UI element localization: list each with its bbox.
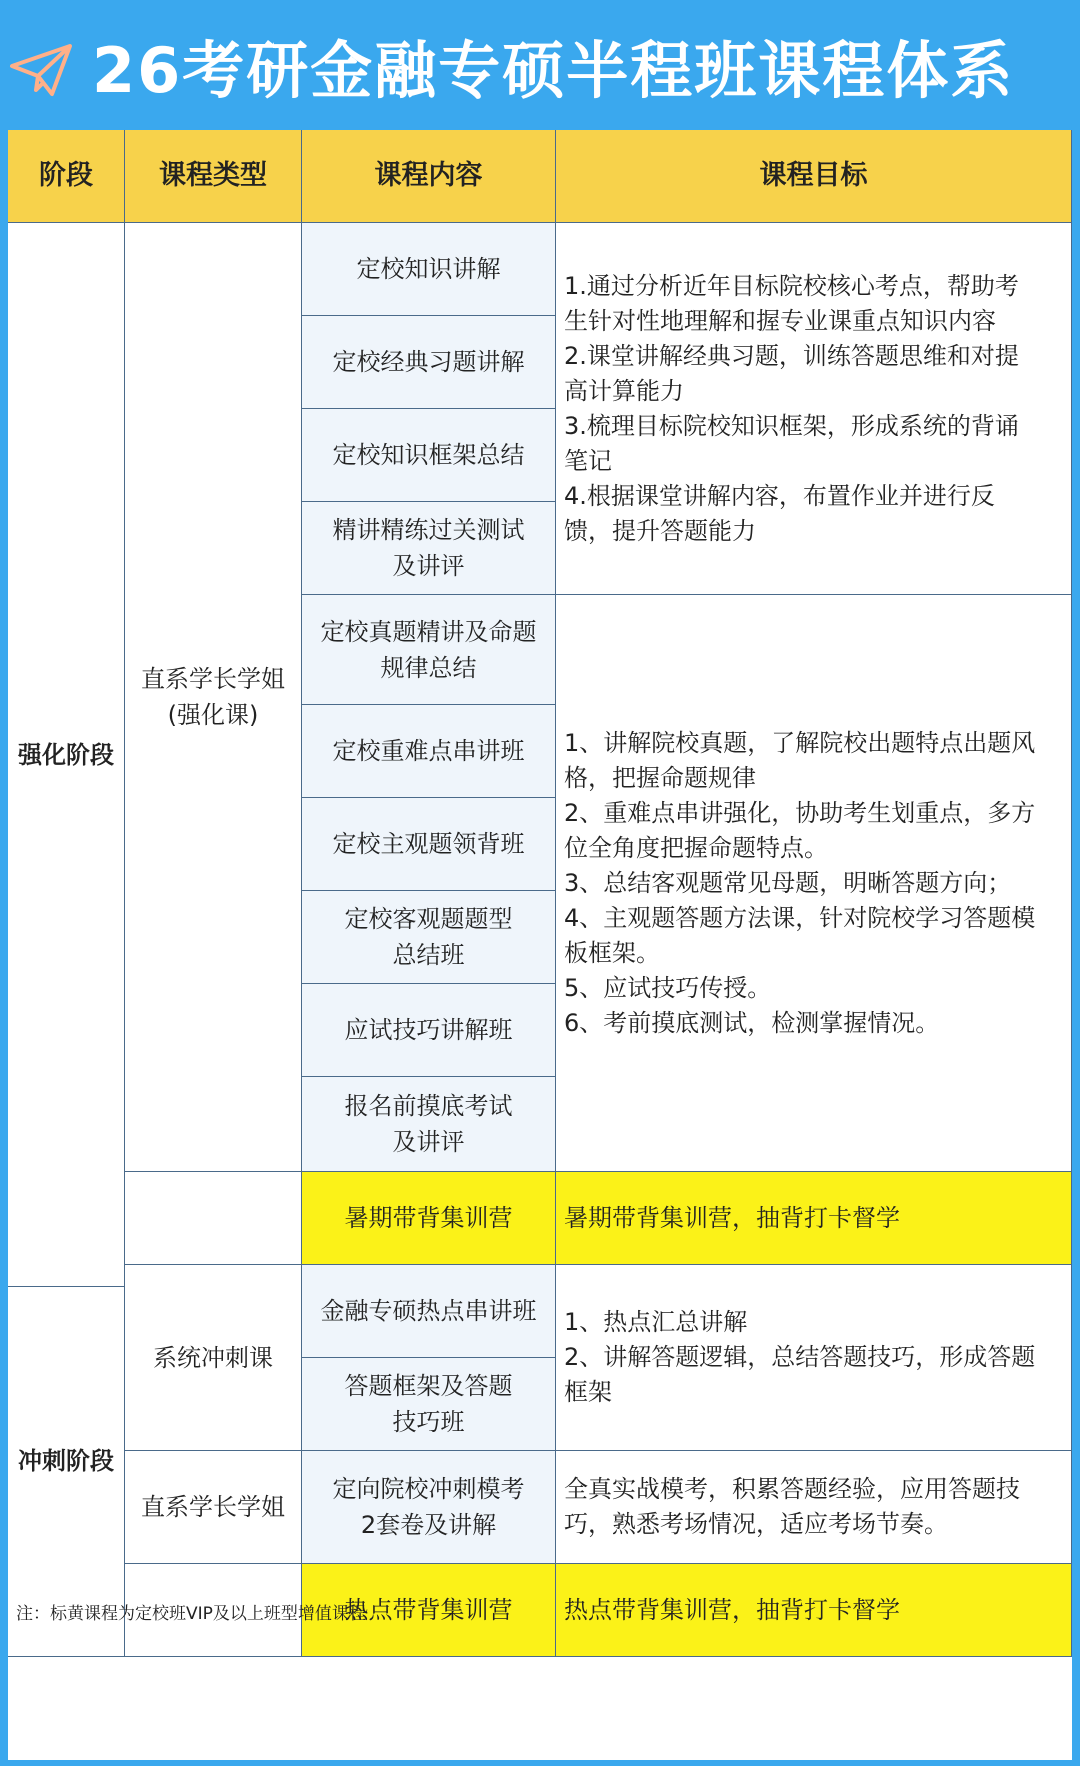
- highlight-content-summer-text: 暑期带背集训营: [344, 1204, 513, 1232]
- course-content-item-text: 定校经典习题讲解: [332, 348, 525, 376]
- course-content-item: [302, 1358, 556, 1451]
- course-goal-block-b-line: 格，把握命题规律: [564, 763, 756, 792]
- course-content-item: [302, 1451, 556, 1564]
- course-goal-block-b-line: 3、总结客观题常见母题，明晰答题方向；: [564, 868, 1012, 897]
- course-goal-block-b-line: 2、重难点串讲强化，协助考生划重点，多方: [564, 798, 1036, 827]
- header-course-content-text: 课程内容: [374, 160, 483, 191]
- course-goal-block-c: [556, 1265, 1072, 1451]
- course-content-item-text: 定向院校冲刺模考 2套卷及讲解: [332, 1475, 525, 1539]
- page-header: [0, 0, 1080, 130]
- course-type-empty-1: [125, 1172, 302, 1265]
- curriculum-table: [8, 130, 1072, 1760]
- course-content-item: [302, 705, 556, 798]
- highlight-content-hotspot-text: 热点带背集训营: [344, 1596, 513, 1624]
- course-type-sprint: [125, 1265, 302, 1451]
- course-goal-block-b-line: 4、主观题答题方法课，针对院校学习答题模: [564, 903, 1036, 932]
- stage-strengthen: [8, 223, 125, 1287]
- page-title: 26考研金融专硕半程班课程体系: [92, 34, 1015, 107]
- highlight-content-summer: [302, 1172, 556, 1265]
- course-content-item-text: 精讲精练过关测试 及讲评: [332, 516, 525, 580]
- course-goal-block-a-line: 笔记: [564, 446, 612, 475]
- header-course-type: [125, 130, 302, 223]
- highlight-goal-hotspot-text: 热点带背集训营，抽背打卡督学: [564, 1595, 900, 1624]
- course-goal-block-b-line: 5、应试技巧传授。: [564, 973, 772, 1002]
- course-content-item-text: 定校主观题领背班: [332, 830, 525, 858]
- course-content-item-text: 定校真题精讲及命题 规律总结: [320, 617, 537, 682]
- header-course-type-text: 课程类型: [159, 160, 267, 191]
- course-content-item: [302, 502, 556, 595]
- watermark: [8, 1724, 142, 1764]
- footnote: 注：标黄课程为定校班VIP及以上班型增值课程: [16, 1604, 366, 1624]
- header-stage: [8, 130, 125, 223]
- course-content-item: [302, 595, 556, 705]
- stage-sprint-text: 冲刺阶段: [18, 1446, 114, 1475]
- course-goal-block-b: [556, 595, 1072, 1172]
- course-goal-block-b-line: 1、讲解院校真题，了解院校出题特点出题风: [564, 728, 1036, 757]
- course-content-item: [302, 891, 556, 984]
- course-content-item: [302, 984, 556, 1077]
- course-content-item-text: 答题框架及答题 技巧班: [344, 1372, 513, 1436]
- course-content-item-text: 定校重难点串讲班: [332, 737, 525, 765]
- course-goal-block-d-line: 全真实战模考，积累答题经验，应用答题技: [564, 1475, 1020, 1503]
- stage-strengthen-text: 强化阶段: [18, 740, 114, 769]
- course-type-sprint-text: 系统冲刺课: [153, 1343, 273, 1372]
- course-content-item-text: 定校知识框架总结: [332, 441, 525, 469]
- course-content-item-text: 金融专硕热点串讲班: [320, 1297, 537, 1325]
- course-content-item: [302, 409, 556, 502]
- course-content-item-text: 报名前摸底考试 及讲评: [344, 1092, 513, 1156]
- course-goal-block-b-line: 位全角度把握命题特点。: [564, 833, 828, 862]
- course-goal-block-c-line: 框架: [564, 1378, 612, 1406]
- course-type-strengthen: [125, 223, 302, 1172]
- course-goal-block-c-line: 1、热点汇总讲解: [564, 1308, 748, 1336]
- course-content-item-text: 定校知识讲解: [356, 255, 501, 283]
- course-content-item: [302, 1077, 556, 1172]
- course-type-alumni-text: 直系学长学姐: [141, 1493, 285, 1521]
- header-course-goal: [556, 130, 1072, 223]
- course-content-item: [302, 316, 556, 409]
- course-content-item: [302, 223, 556, 316]
- course-content-item: [302, 798, 556, 891]
- course-goal-block-a-line: 高计算能力: [564, 376, 684, 405]
- course-goal-block-a-line: 1.通过分析近年目标院校核心考点，帮助考: [564, 271, 1019, 300]
- course-content-item: [302, 1265, 556, 1358]
- course-content-item-text: 定校客观题题型 总结班: [344, 905, 513, 969]
- header-course-content: [302, 130, 556, 223]
- course-goal-block-a-line: 生针对性地理解和握专业课重点知识内容: [564, 306, 996, 335]
- course-goal-block-a-line: 3.梳理目标院校知识框架，形成系统的背诵: [564, 411, 1019, 440]
- header-course-goal-text: 课程目标: [759, 160, 868, 191]
- course-type-alumni: [125, 1451, 302, 1564]
- course-goal-block-a-line: 馈，提升答题能力: [564, 516, 756, 545]
- course-goal-block-c-line: 2、讲解答题逻辑，总结答题技巧，形成答题: [564, 1343, 1036, 1371]
- highlight-goal-summer-text: 暑期带背集训营，抽背打卡督学: [564, 1203, 900, 1232]
- course-goal-block-d: [556, 1451, 1072, 1564]
- course-goal-block-a: [556, 223, 1072, 595]
- highlight-goal-summer: [556, 1172, 1072, 1265]
- paper-plane-icon: [8, 42, 74, 98]
- course-goal-block-b-line: 板框架。: [564, 938, 660, 967]
- course-goal-block-a-line: 2.课堂讲解经典习题，训练答题思维和对提: [564, 341, 1019, 370]
- watermark-logo-icon: [8, 1731, 48, 1757]
- course-goal-block-d-line: 巧，熟悉考场情况，适应考场节奏。: [564, 1510, 948, 1538]
- course-goal-block-b-line: 6、考前摸底测试，检测掌握情况。: [564, 1008, 940, 1037]
- course-goal-block-a-line: 4.根据课堂讲解内容，布置作业并进行反: [564, 481, 995, 510]
- header-stage-text: 阶段: [39, 160, 93, 191]
- course-content-item-text: 应试技巧讲解班: [344, 1016, 513, 1044]
- course-type-strengthen-text: 直系学长学姐 (强化课): [141, 665, 285, 729]
- watermark-text: 大数跨境: [54, 1733, 143, 1759]
